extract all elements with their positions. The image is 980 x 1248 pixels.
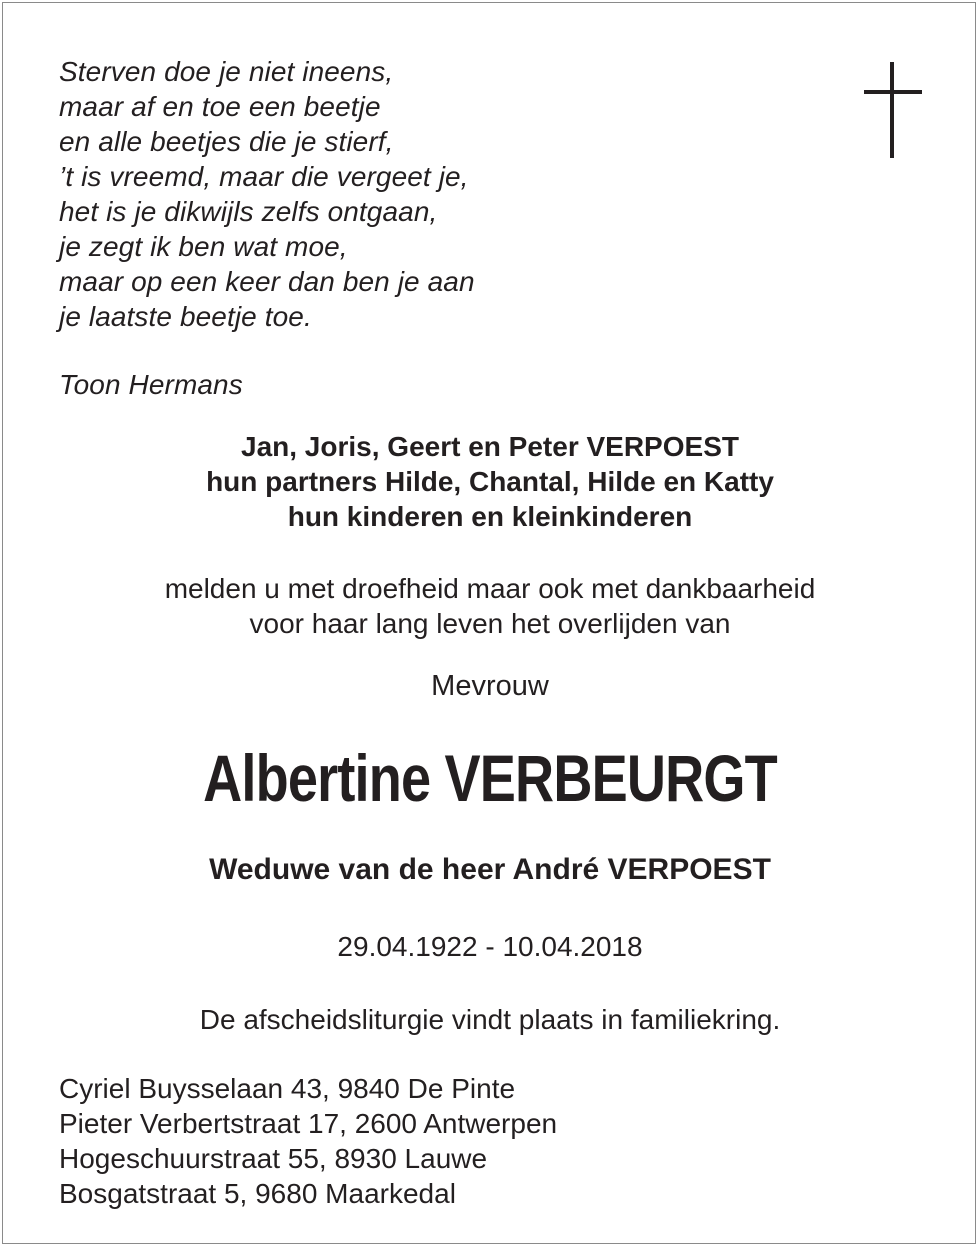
deceased-title: Mevrouw	[431, 670, 549, 702]
announcement-line: melden u met droefheid maar ook met dankbaarheid	[164, 573, 816, 604]
cross-vertical-bar	[890, 62, 894, 158]
poem-line: je laatste beetje toe.	[59, 301, 312, 332]
poem-line: het is je dikwijls zelfs ontgaan,	[59, 196, 438, 227]
life-dates: 29.04.1922 - 10.04.2018	[337, 931, 643, 962]
announcement	[0, 571, 980, 641]
family-line: hun partners Hilde, Chantal, Hilde en Katty	[206, 466, 774, 497]
family-line: hun kinderen en kleinkinderen	[287, 501, 693, 532]
poem-line: maar op een keer dan ben je aan	[59, 266, 475, 297]
deceased-name: Albertine VERBEURGT	[203, 741, 777, 815]
family-names	[0, 429, 980, 534]
address-line: Bosgatstraat 5, 9680 Maarkedal	[59, 1178, 456, 1209]
cross-horizontal-bar	[864, 90, 922, 94]
poem-line: maar af en toe een beetje	[59, 91, 381, 122]
poem-author: Toon Hermans	[59, 369, 243, 400]
address-line: Hogeschuurstraat 55, 8930 Lauwe	[59, 1143, 488, 1174]
address-line: Pieter Verbertstraat 17, 2600 Antwerpen	[59, 1108, 558, 1139]
poem-line: ’t is vreemd, maar die vergeet je,	[59, 161, 469, 192]
ceremony-info: De afscheidsliturgie vindt plaats in familiekring.	[199, 1004, 781, 1035]
address-line: Cyriel Buysselaan 43, 9840 De Pinte	[59, 1073, 516, 1104]
cross-icon	[864, 62, 922, 158]
poem	[59, 54, 475, 402]
widow-of: Weduwe van de heer André VERPOEST	[209, 853, 771, 886]
family-line: Jan, Joris, Geert en Peter VERPOEST	[241, 431, 739, 462]
address-list	[59, 1071, 557, 1211]
poem-line: en alle beetjes die je stierf,	[59, 126, 394, 157]
announcement-line: voor haar lang leven het overlijden van	[249, 608, 731, 639]
poem-line: Sterven doe je niet ineens,	[59, 56, 394, 87]
poem-line: je zegt ik ben wat moe,	[59, 231, 348, 262]
